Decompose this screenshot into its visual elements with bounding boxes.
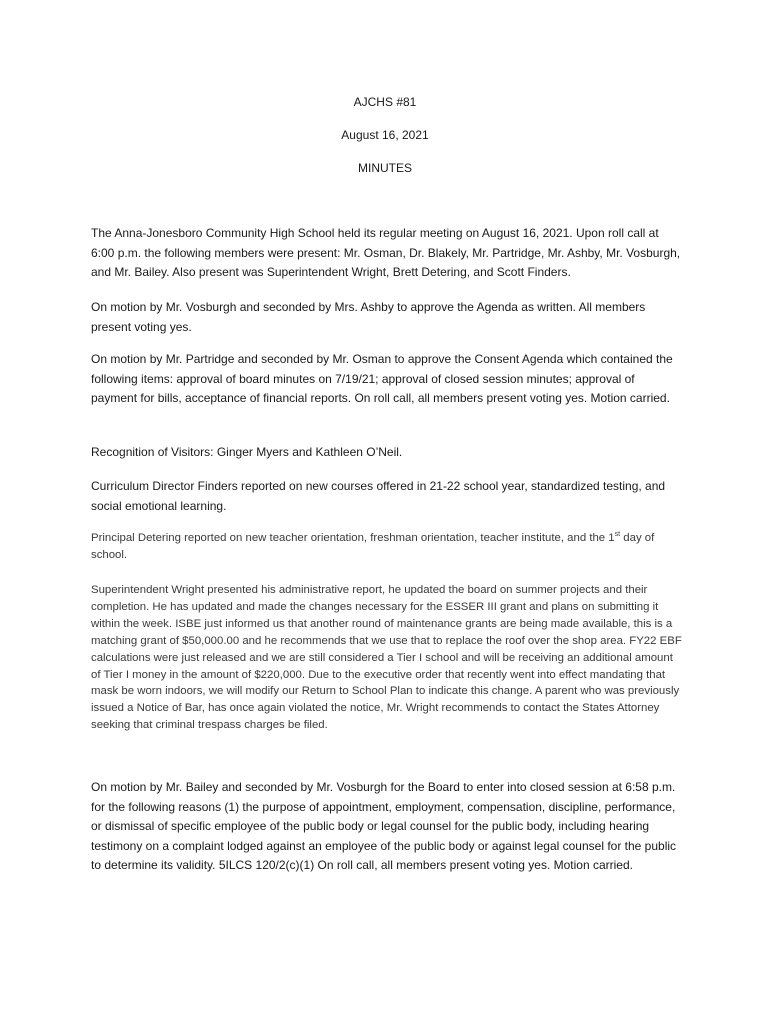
- document-date: August 16, 2021: [341, 128, 429, 142]
- paragraph-closed-session-text: On motion by Mr. Bailey and seconded by Mr. Vosburgh for the Board to enter into closed session at 6:58 p.m. for the following reasons (1) the purpose of appointment, employment, compensation, discipline, performance, or dismissal of specific employee of the public body or legal counsel for the public body, including hearing testimony on a complaint lodged against an employee of the public body or against legal counsel for the public to determine its validity. 5ILCS 120/2(c)(1) On roll call, all members present voting yes. Motion carried.: [91, 780, 677, 873]
- paragraph-visitors-text: Recognition of Visitors: Ginger Myers and Kathleen O’Neil.: [91, 445, 403, 459]
- paragraph-principal-report-text: [91, 530, 683, 564]
- document-org: AJCHS #81: [353, 95, 417, 109]
- paragraph-roll-call-text: The Anna-Jonesboro Community High School held its regular meeting on August 16, 2021. Upon roll call at 6:00 p.m. the following members were present: Mr. Osman, Dr. Blakely, Mr. Partridge, Mr. Ashby, Mr. Vosburgh, and Mr. Bailey. Also present was Superintendent Wright, Brett Detering, and Scott Finders.: [91, 226, 681, 280]
- document-title: MINUTES: [358, 161, 412, 175]
- principal-report-end: day of school.: [91, 532, 655, 561]
- paragraph-closed-session: [91, 778, 683, 876]
- paragraph-curriculum-report: [91, 477, 683, 516]
- principal-report-main: Principal Detering reported on new teacher orientation, freshman orientation, teacher institute, and the 1: [91, 532, 615, 544]
- paragraph-agenda-motion-text: On motion by Mr. Vosburgh and seconded by Mrs. Ashby to approve the Agenda as written. All members present voting yes.: [91, 300, 646, 334]
- paragraph-roll-call: [91, 224, 683, 283]
- ordinal-suffix: st: [614, 531, 621, 539]
- paragraph-principal-report: [91, 530, 683, 564]
- paragraph-agenda-motion: [91, 298, 683, 337]
- paragraph-consent-agenda: [91, 350, 683, 409]
- paragraph-curriculum-report-text: Curriculum Director Finders reported on new courses offered in 21-22 school year, standardized testing, and social emotional learning.: [91, 479, 666, 513]
- paragraph-visitors: [91, 443, 683, 463]
- paragraph-superintendent-report: [91, 582, 683, 734]
- paragraph-consent-agenda-text: On motion by Mr. Partridge and seconded by Mr. Osman to approve the Consent Agenda which contained the following items: approval of board minutes on 7/19/21; approval of closed session minutes; approval of payment for bills, acceptance of financial reports. On roll call, all members present voting yes. Motion carried.: [91, 352, 673, 406]
- paragraph-superintendent-report-text: Superintendent Wright presented his administrative report, he updated the board on summer projects and their completion. He has updated and made the changes necessary for the ESSER III grant and plans on submitting it within the week. ISBE just informed us that another round of maintenance grants are being made available, this is a matching grant of $50,000.00 and he recommends that we use that to replace the roof over the shop area. FY22 EBF calculations were just released and we are still considered a Tier I school and will be receiving an additional amount of Tier I money in the amount of $220,000. Due to the executive order that recently went into effect mandating that mask be worn indoors, we will modify our Return to School Plan to indicate this change. A parent who was previously issued a Notice of Bar, has once again violated the notice, Mr. Wright recommends to contact the States Attorney seeking that criminal trespass charges be filed.: [91, 584, 682, 732]
